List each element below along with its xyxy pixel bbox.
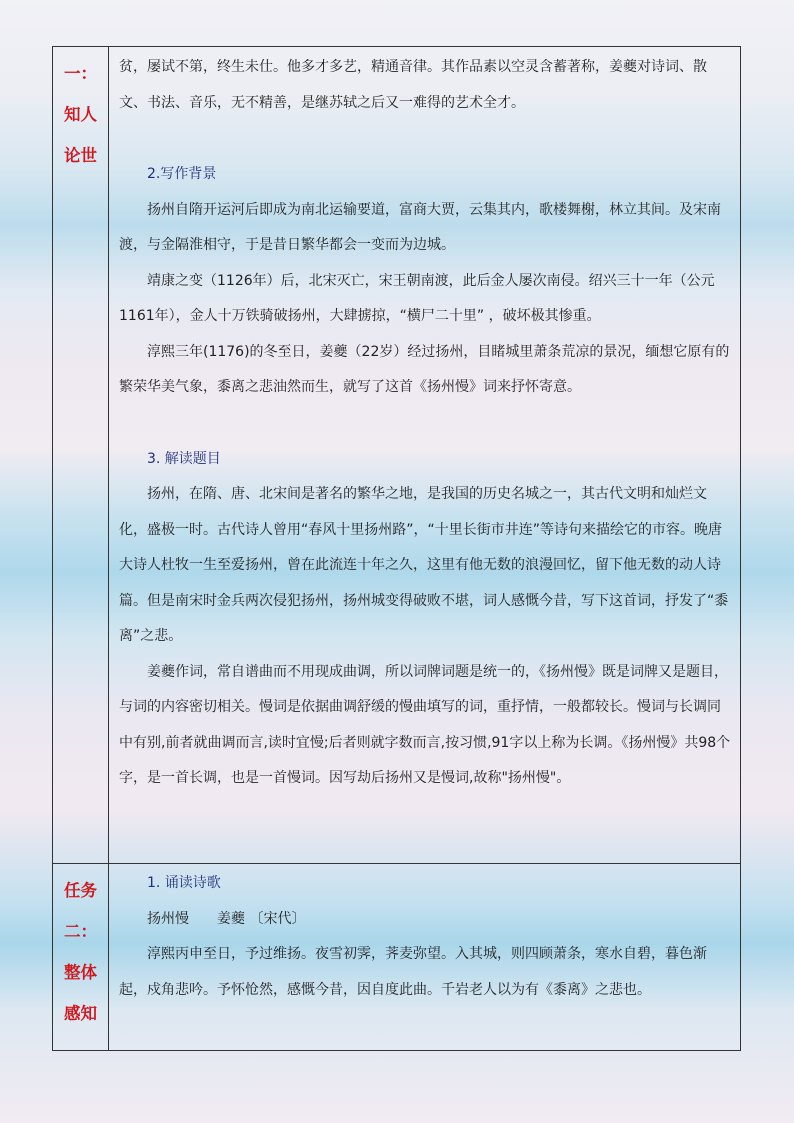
section-label (53, 47, 108, 176)
paragraph: 姜夔作词，常自谱曲而不用现成曲调，所以词牌词题是统一的，《扬州慢》既是词牌又是题目，与词的内容密切相关。慢词是依据曲调舒缓的慢曲填写的词，重抒情，一般都较长。慢词与长调同中有别,前者就曲调而言,读时宜慢;后者则就字数而言,按习惯,91字以上称为长调。《扬州慢》共98个字，是一首长调，也是一首慢词。因写劫后扬州又是慢词,故称"扬州慢"。 (119, 663, 731, 786)
label-line: 二： (64, 922, 97, 941)
section-label-cell (53, 864, 109, 1051)
section-content (109, 47, 740, 805)
section-content-cell (109, 864, 741, 1051)
label-line: 任务 (64, 881, 97, 900)
label-line: 一： (64, 64, 97, 83)
label-line: 知人 (64, 105, 97, 124)
section-content (109, 864, 740, 1014)
paragraph: 靖康之变（1126年）后，北宋灭亡，宋王朝南渡，此后金人屡次南侵。绍兴三十一年（公元1161年），金人十万铁骑破扬州，大肆掳掠，“横尸二十里” ，破坏极其惨重。 (119, 272, 715, 324)
paragraph: 淳熙丙申至日，予过维扬。夜雪初霁，荠麦弥望。入其城，则四顾萧条，寒水自碧，暮色渐起，戍角悲吟。予怀怆然，感慨今昔，因自度此曲。千岩老人以为有《黍离》之悲也。 (119, 946, 707, 998)
label-line: 整体 (64, 963, 97, 982)
paragraph: 贫，屡试不第，终生未仕。他多才多艺，精通音律。其作品素以空灵含蓄著称，姜夔对诗词、散文、书法、音乐，无不精善，是继苏轼之后又一难得的艺术全才。 (119, 59, 707, 111)
paragraph: 扬州自隋开运河后即成为南北运输要道，富商大贾，云集其内，歌楼舞榭，林立其间。及宋南渡，与金隔淮相守，于是昔日繁华都会一变而为边城。 (119, 201, 721, 253)
paragraph: 扬州，在隋、唐、北宋间是著名的繁华之地，是我国的历史名城之一，其古代文明和灿烂文化，盛极一时。古代诗人曾用“春风十里扬州路”，“十里长街市井连”等诗句来描绘它的市容。晚唐大诗人杜牧一生至爱扬州，曾在此流连十年之久，这里有他无数的浪漫回忆，留下他无数的动人诗篇。但是南宋时金兵两次侵犯扬州，扬州城变得破败不堪，词人感慨今昔，写下这首词，抒发了“黍离”之悲。 (119, 486, 729, 644)
section-row-2 (53, 864, 741, 1051)
paragraph: 淳熙三年(1176)的冬至日，姜夔（22岁）经过扬州，目睹城里萧条荒凉的景况，缅想它原有的繁荣华美气象，黍离之悲油然而生，就写了这首《扬州慢》词来抒怀寄意。 (119, 343, 730, 395)
section-row-1 (53, 47, 741, 864)
label-line: 感知 (64, 1004, 97, 1023)
subheading: 1. 诵读诗歌 (147, 875, 221, 891)
section-content-cell (109, 47, 741, 864)
poem-title: 扬州慢 姜夔 〔宋代〕 (147, 910, 306, 927)
subheading: 3. 解读题目 (147, 450, 221, 467)
section-label-cell (53, 47, 109, 864)
section-label (53, 864, 108, 1034)
label-line: 论世 (64, 146, 97, 165)
content-table (52, 46, 741, 1051)
subheading: 2.写作背景 (147, 166, 217, 182)
